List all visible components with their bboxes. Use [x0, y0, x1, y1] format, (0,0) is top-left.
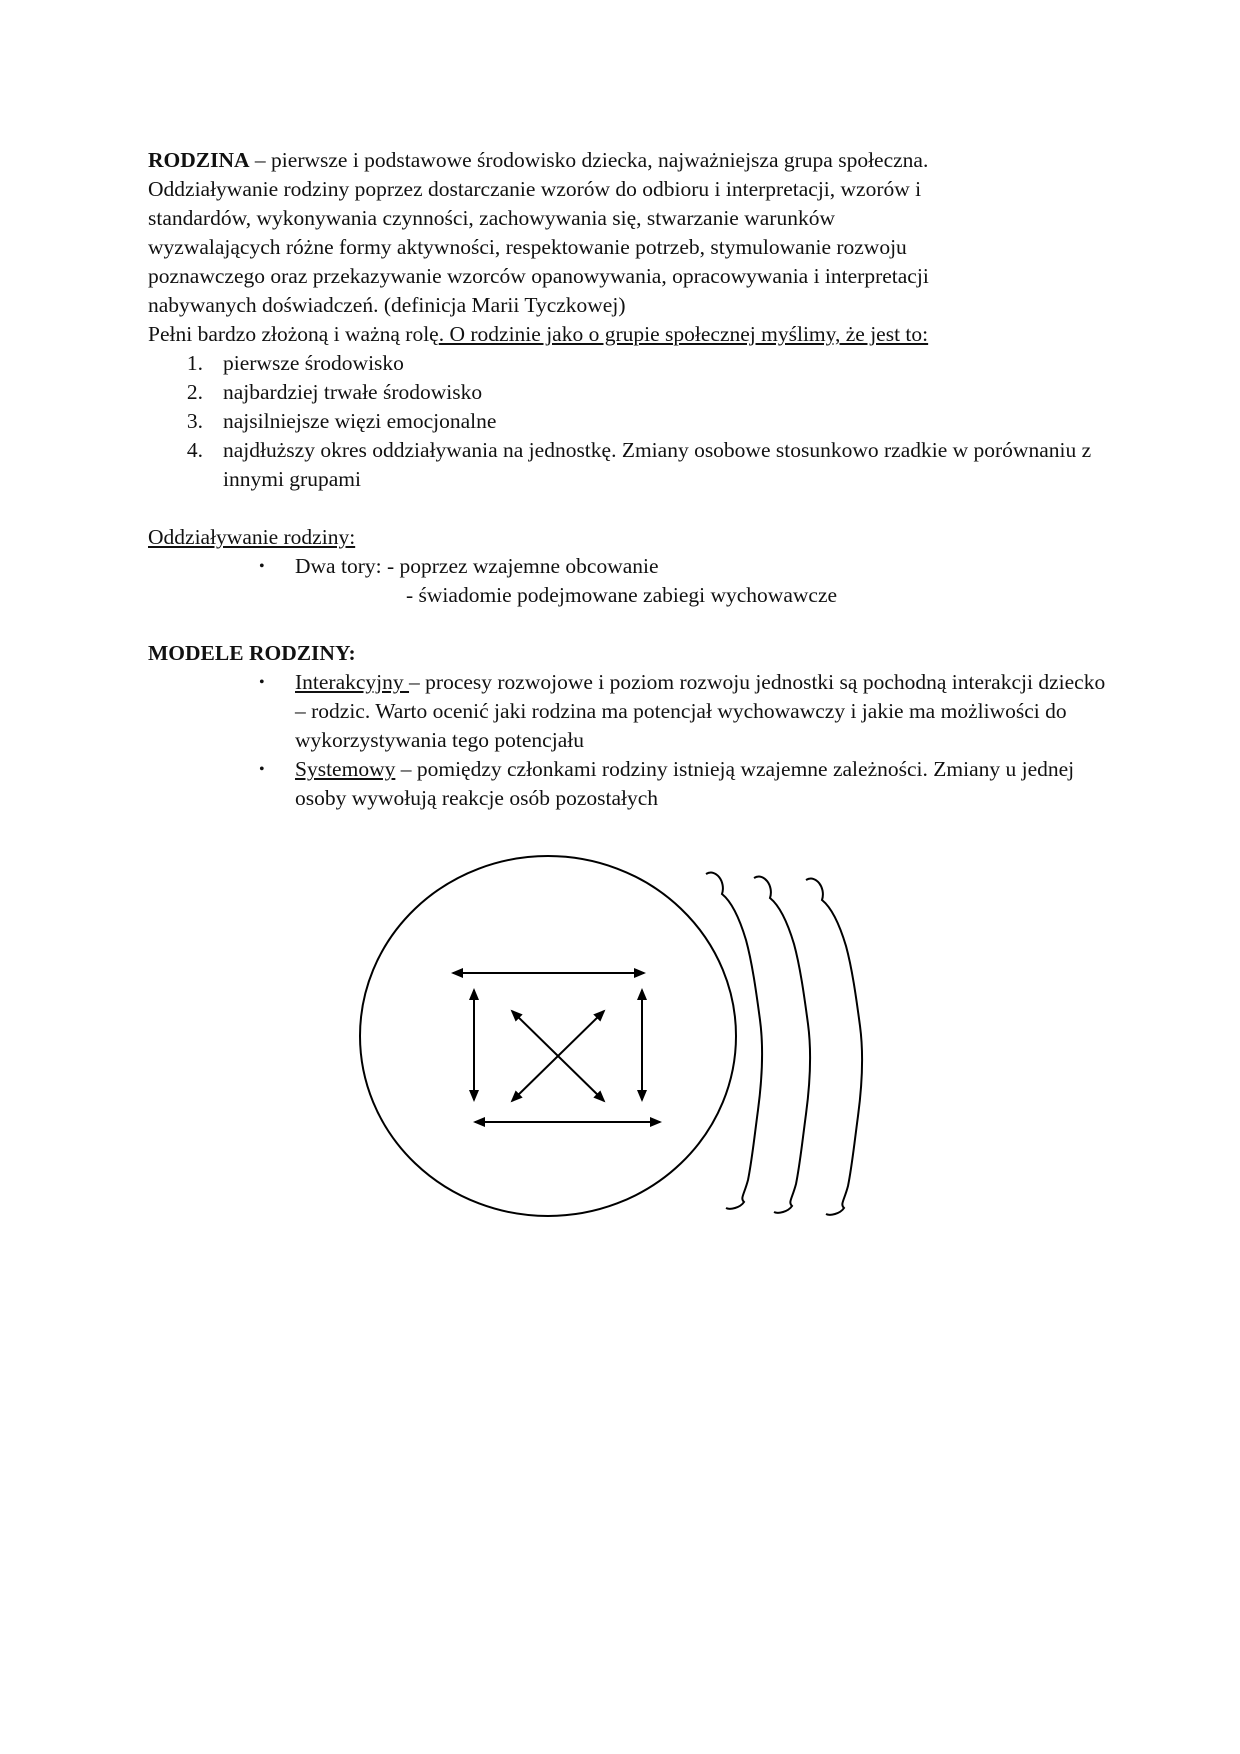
influence-heading: Oddziaływanie rodziny: — [148, 525, 356, 549]
bullet-icon: • — [259, 558, 265, 575]
list-item — [148, 349, 1108, 378]
list-number: 2. — [186, 380, 203, 404]
bullet-icon: • — [259, 674, 265, 691]
list-number: 3. — [186, 409, 203, 433]
list-text: najbardziej trwałe środowisko — [223, 380, 483, 404]
wave-line-1 — [706, 873, 762, 1209]
definition-intro: – pierwsze i podstawowe środowisko dziecka, najważniejsza grupa społeczna. — [249, 148, 929, 172]
bullet-icon: • — [259, 761, 265, 778]
features-list — [148, 349, 1108, 494]
tory-line-2: - świadomie podejmowane zabiegi wychowawcze — [406, 583, 838, 607]
definition-term: RODZINA — [148, 148, 250, 172]
list-item — [148, 378, 1108, 407]
family-circle — [360, 856, 736, 1216]
definition-line-4: poznawczego oraz przekazywanie wzorców opanowywania, opracowywania i interpretacji — [148, 264, 929, 288]
list-text: pierwsze środowisko — [223, 351, 404, 375]
model-interakcyjny — [256, 668, 1108, 755]
list-text: najdłuższy okres oddziaływania na jednostkę. Zmiany osobowe stosunkowo rzadkie w porównaniu z innymi grupami — [223, 438, 1092, 491]
model-description: – pomiędzy członkami rodziny istnieją wzajemne zależności. Zmiany u jednej osoby wywołują reakcje osób pozostałych — [295, 757, 1075, 810]
definition-line-3: wyzwalających różne formy aktywności, respektowanie potrzeb, stymulowanie rozwoju — [148, 235, 907, 259]
wave-line-2 — [754, 877, 810, 1213]
definition-line-5: nabywanych doświadczeń. (definicja Marii Tyczkowej) — [148, 293, 626, 317]
models-heading: MODELE RODZINY: — [148, 641, 356, 665]
wave-line-3 — [806, 879, 862, 1215]
spacer — [148, 610, 1108, 639]
list-number: 4. — [186, 438, 203, 462]
role-underlined: . O rodzinie jako o grupie społecznej myślimy, że jest to: — [438, 322, 929, 346]
role-plain: Pełni bardzo złożoną i ważną rolę — [148, 322, 439, 346]
definition-line-2: standardów, wykonywania czynności, zachowywania się, stwarzanie warunków — [148, 206, 835, 230]
model-name: Interakcyjny — [295, 670, 410, 694]
list-item — [148, 407, 1108, 436]
list-number: 1. — [186, 351, 203, 375]
list-text: najsilniejsze więzi emocjonalne — [223, 409, 497, 433]
list-item — [148, 436, 1108, 494]
definition-line-1: Oddziaływanie rodziny poprzez dostarczanie wzorów do odbioru i interpretacji, wzorów i — [148, 177, 922, 201]
spacer — [148, 494, 1108, 523]
arrow-diagonal-1 — [512, 1011, 604, 1101]
tory-bullet — [256, 552, 1108, 581]
model-name: Systemowy — [295, 757, 396, 781]
role-sentence — [148, 320, 1108, 349]
model-systemowy — [256, 755, 1108, 813]
document-page — [148, 146, 1108, 813]
definition-paragraph — [148, 146, 1108, 175]
tory-line-1: Dwa tory: - poprzez wzajemne obcowanie — [295, 554, 659, 578]
arrow-diagonal-2 — [512, 1011, 604, 1101]
model-description: – procesy rozwojowe i poziom rozwoju jednostki są pochodną interakcji dziecko – rodzic. Warto ocenić jaki rodzina ma potencjał wychowawczy i jakie ma możliwości do wykorzystywania tego potencjału — [295, 670, 1106, 752]
